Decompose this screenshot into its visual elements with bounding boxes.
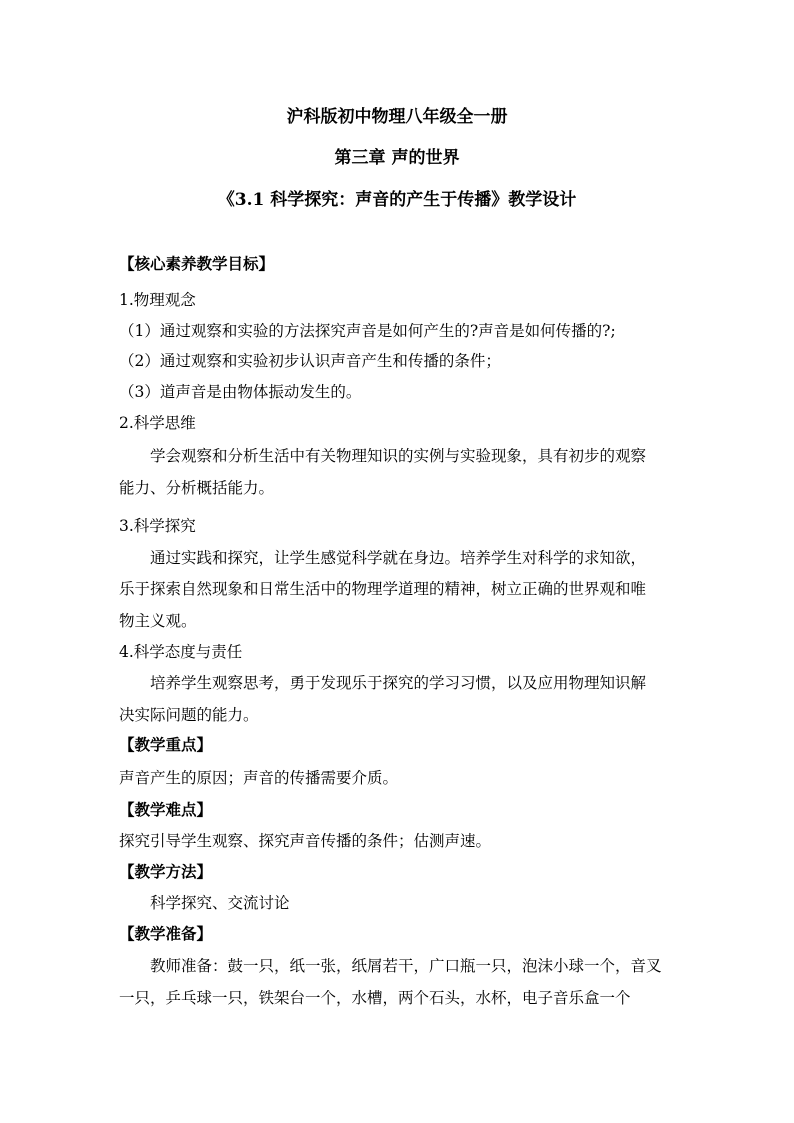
section-heading-preparation: 【教学准备】 <box>119 924 213 943</box>
section-heading-key-points: 【教学重点】 <box>119 735 213 754</box>
lesson-title: 《3.1 科学探究：声音的产生于传播》教学设计 <box>217 190 577 210</box>
section-heading-goals: 【核心素养教学目标】 <box>119 254 275 273</box>
paragraph-line: 学会观察和分析生活中有关物理知识的实例与实验现象，具有初步的观察 <box>150 447 647 465</box>
section-heading-difficulties: 【教学难点】 <box>119 800 213 819</box>
goal-item: （2）通过观察和实验初步认识声音产生和传播的条件； <box>119 352 501 370</box>
paragraph-line: 物主义观。 <box>119 612 197 630</box>
subsection-title-concept: 1.物理观念 <box>119 291 196 309</box>
subsection-title-inquiry: 3.科学探究 <box>119 517 196 535</box>
paragraph-line: 培养学生观察思考，勇于发现乐于探究的学习习惯，以及应用物理知识解 <box>150 674 647 692</box>
difficulties-text: 探究引导学生观察、探究声音传播的条件；估测声速。 <box>119 832 492 850</box>
paragraph-line: 能力、分析概括能力。 <box>119 479 275 497</box>
subsection-title-thinking: 2.科学思维 <box>119 414 196 432</box>
methods-text: 科学探究、交流讨论 <box>150 894 290 912</box>
goal-item: （3）道声音是由物体振动发生的。 <box>119 383 362 401</box>
key-points-text: 声音产生的原因；声音的传播需要介质。 <box>119 769 399 787</box>
paragraph-line: 决实际问题的能力。 <box>119 706 259 724</box>
paragraph-line: 教师准备：鼓一只，纸一张，纸屑若干，广口瓶一只，泡沫小球一个，音叉 <box>150 957 662 975</box>
subsection-title-attitude: 4.科学态度与责任 <box>119 643 243 661</box>
document-title: 沪科版初中物理八年级全一册 <box>286 107 508 127</box>
paragraph-line: 乐于探索自然现象和日常生活中的物理学道理的精神，树立正确的世界观和唯 <box>119 580 647 598</box>
paragraph-line: 一只，乒乓球一只，铁架台一个，水槽，两个石头，水杯，电子音乐盒一个 <box>119 989 631 1007</box>
chapter-title: 第三章 声的世界 <box>334 148 460 168</box>
goal-item: （1）通过观察和实验的方法探究声音是如何产生的?声音是如何传播的?; <box>119 322 616 340</box>
section-heading-methods: 【教学方法】 <box>119 862 213 881</box>
paragraph-line: 通过实践和探究，让学生感觉科学就在身边。培养学生对科学的求知欲， <box>150 549 647 567</box>
